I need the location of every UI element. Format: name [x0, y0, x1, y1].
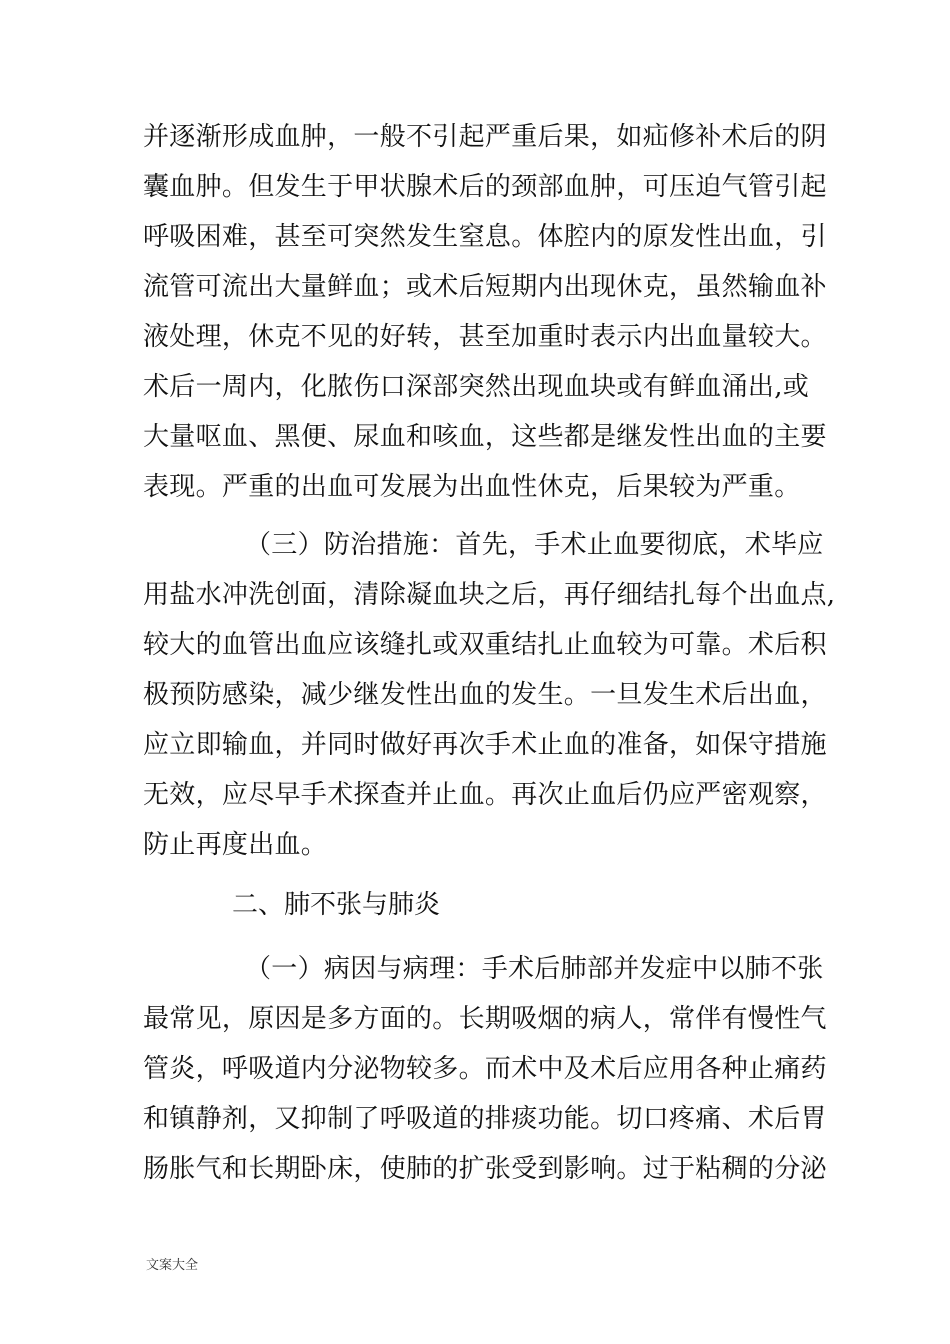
text-line: 防止再度出血。: [143, 830, 328, 860]
text-line: 术后一周内，化脓伤口深部突然出现血块或有鲜血涌出,或: [143, 372, 810, 402]
text-line: 大量呕血、黑便、尿血和咳血，这些都是继发性出血的主要: [143, 422, 827, 452]
text-line: 囊血肿。但发生于甲状腺术后的颈部血肿，可压迫气管引起: [143, 172, 827, 202]
text-line: 管炎，呼吸道内分泌物较多。而术中及术后应用各种止痛药: [143, 1054, 827, 1084]
text-line: 表现。严重的出血可发展为出血性休克，后果较为严重。: [143, 472, 801, 502]
text-line: 无效，应尽早手术探查并止血。再次止血后仍应严密观察，: [143, 780, 827, 810]
text-line: 极预防感染，减少继发性出血的发生。一旦发生术后出血，: [143, 680, 827, 710]
text-line: 应立即输血，并同时做好再次手术止血的准备，如保守措施: [143, 730, 827, 760]
text-line: 较大的血管出血应该缝扎或双重结扎止血较为可靠。术后积: [143, 630, 827, 660]
text-line: 呼吸困难，甚至可突然发生窒息。体腔内的原发性出血，引: [143, 222, 827, 252]
text-line: 并逐渐形成血肿，一般不引起严重后果，如疝修补术后的阴: [143, 122, 827, 152]
text-line: （三）防治措施：首先，手术止血要彻底，术毕应: [245, 530, 824, 560]
text-line: 用盐水冲洗创面，清除凝血块之后，再仔细结扎每个出血点,: [143, 580, 836, 610]
text-line: 肠胀气和长期卧床，使肺的扩张受到影响。过于粘稠的分泌: [143, 1154, 827, 1184]
text-line: 最常见，原因是多方面的。长期吸烟的病人，常伴有慢性气: [143, 1004, 827, 1034]
text-line: 流管可流出大量鲜血；或术后短期内出现休克，虽然输血补: [143, 272, 827, 302]
text-line: 液处理，休克不见的好转，甚至加重时表示内出血量较大。: [143, 322, 827, 352]
text-line: （一）病因与病理：手术后肺部并发症中以肺不张: [245, 954, 824, 984]
page-footer: 文案大全: [146, 1258, 199, 1273]
section-heading: 二、肺不张与肺炎: [232, 890, 441, 920]
text-line: 和镇静剂，又抑制了呼吸道的排痰功能。切口疼痛、术后胃: [143, 1104, 827, 1134]
